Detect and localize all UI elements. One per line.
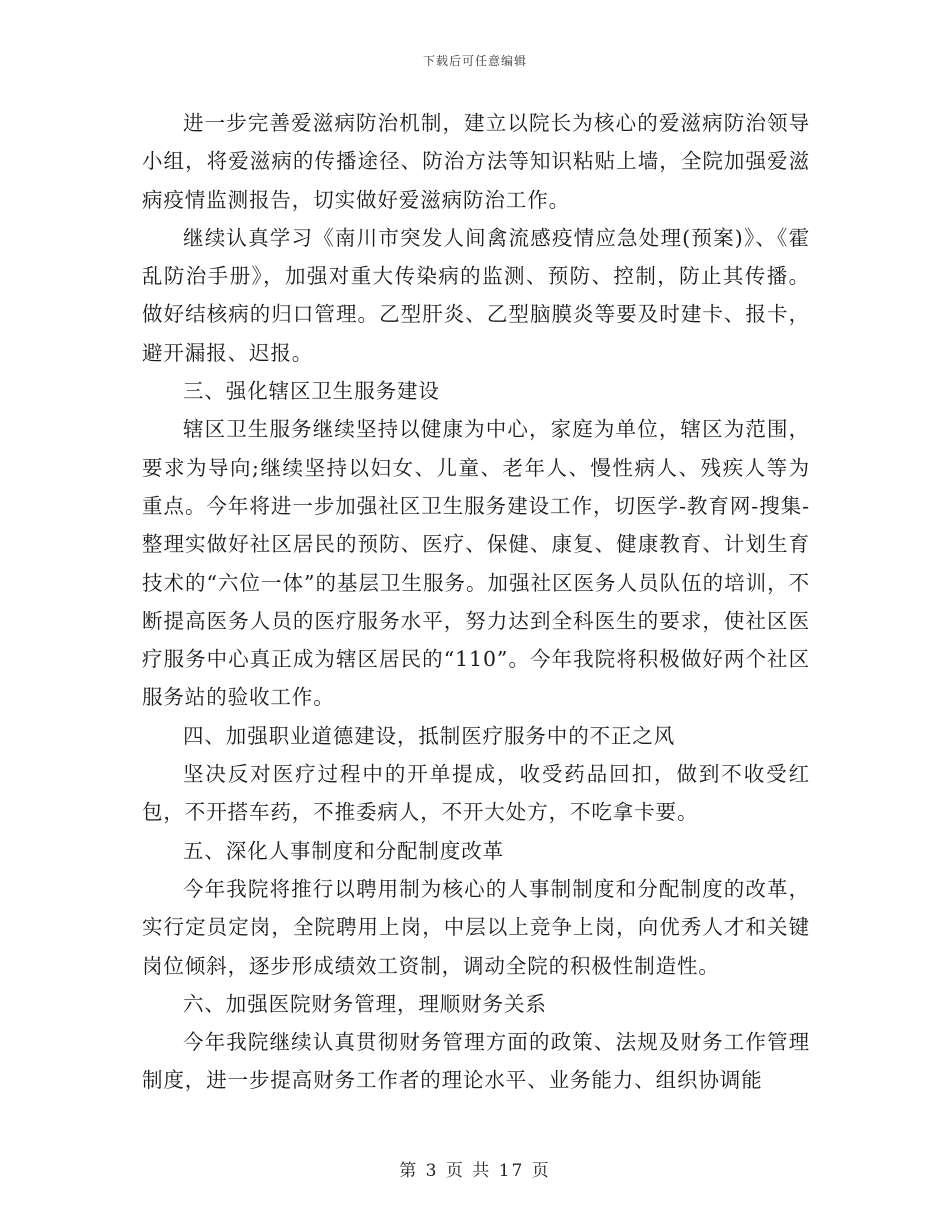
document-body [142, 104, 810, 1100]
paragraph-financial-management: 今年我院继续认真贯彻财务管理方面的政策、法规及财务工作管理制度，进一步提高财务工作者的理论水平、业务能力、组织协调能 [142, 1030, 810, 1093]
paragraph-community-health: 辖区卫生服务继续坚持以健康为中心，家庭为单位，辖区为范围，要求为导向;继续坚持以妇女、儿童、老年人、慢性病人、残疾人等为重点。今年将进一步加强社区卫生服务建设工作，切医学-教育网-搜集-整理实做好社区居民的预防、医疗、保健、康复、健康教育、计划生育技术的“六位一体”的基层卫生服务。加强社区医务人员队伍的培训，不断提高医务人员的医疗服务水平，努力达到全科医生的要求，使社区医疗服务中心真正成为辖区居民的“110”。今年我院将积极做好两个社区服务站的验收工作。 [142, 417, 810, 710]
paragraph-professional-ethics: 坚决反对医疗过程中的开单提成，收受药品回扣，做到不收受红包，不开搭车药，不推委病人，不开大处方，不吃拿卡要。 [142, 762, 810, 825]
paragraph-aids-prevention: 进一步完善爱滋病防治机制，建立以院长为核心的爱滋病防治领导小组，将爱滋病的传播途径、防治方法等知识粘贴上墙，全院加强爱滋病疫情监测报告，切实做好爱滋病防治工作。 [142, 111, 810, 212]
section-heading-personnel-reform: 五、深化人事制度和分配制度改革 [183, 838, 504, 863]
paragraph-personnel-reform: 今年我院将推行以聘用制为核心的人事制制度和分配制度的改革，实行定员定岗，全院聘用上岗，中层以上竞争上岗，向优秀人才和关键岗位倾斜，逐步形成绩效工资制，调动全院的积极性制造性。 [142, 876, 810, 978]
section-heading-community-health: 三、强化辖区卫生服务建设 [183, 379, 440, 404]
header-note: 下载后可任意编辑 [422, 54, 527, 68]
paragraph-infectious-disease: 继续认真学习《南川市突发人间禽流感疫情应急处理(预案)》、《霍乱防治手册》，加强对重大传染病的监测、预防、控制，防止其传播。做好结核病的归口管理。乙型肝炎、乙型脑膜炎等要及时建卡、报卡，避开漏报、迟报。 [142, 225, 810, 365]
section-heading-financial-management: 六、加强医院财务管理，理顺财务关系 [183, 991, 547, 1016]
page-number: 第 3 页 共 17 页 [399, 1161, 551, 1181]
section-heading-professional-ethics: 四、加强职业道德建设，抵制医疗服务中的不正之风 [183, 723, 676, 748]
